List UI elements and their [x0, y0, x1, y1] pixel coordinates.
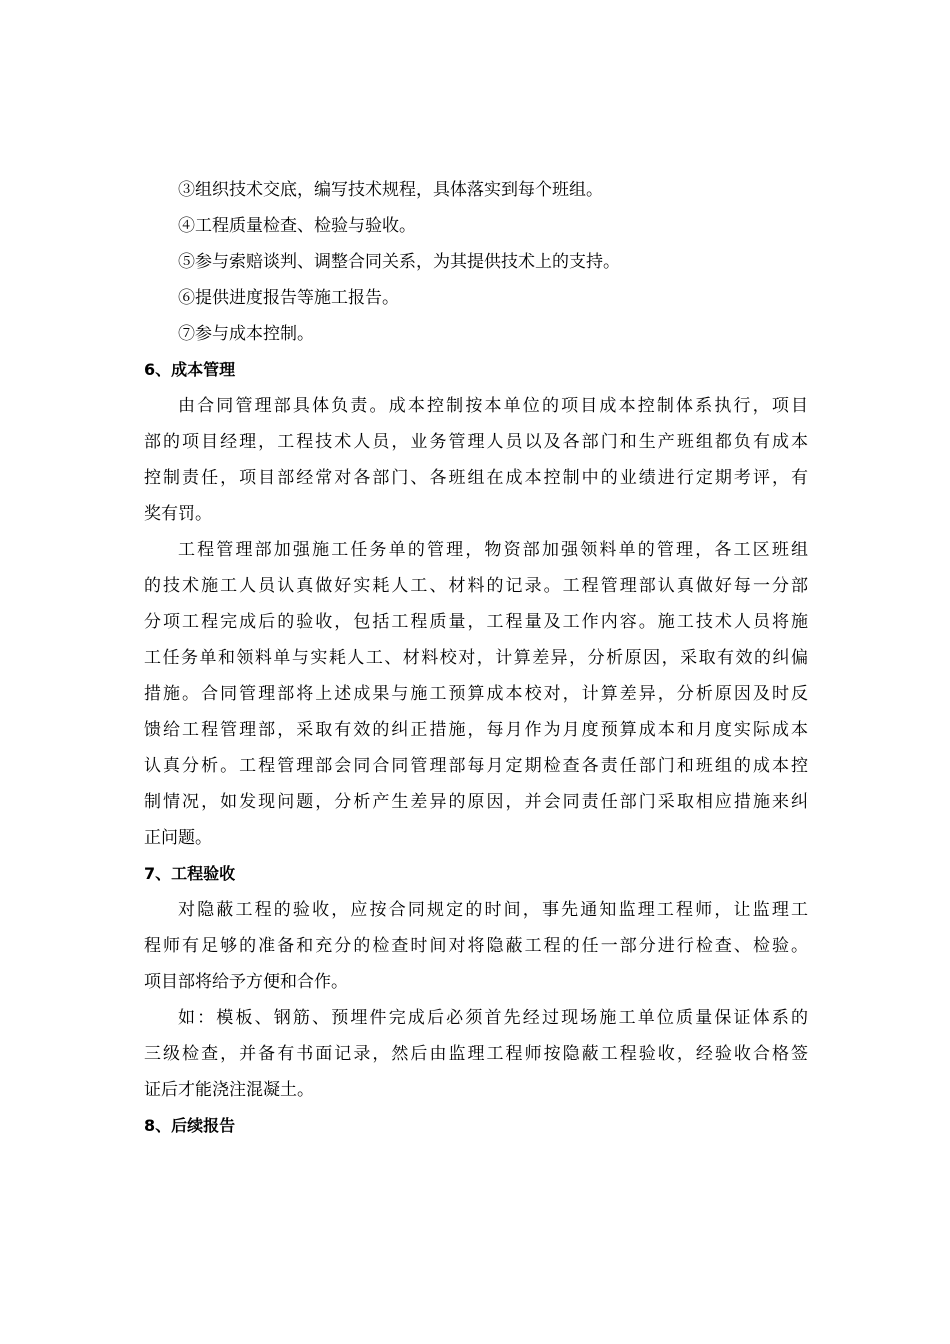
text-line: 的技术施工人员认真做好实耗人工、材料的记录。工程管理部认真做好每一分部	[144, 576, 808, 596]
text-line: 正问题。	[144, 828, 212, 848]
text-line: 控制责任，项目部经常对各部门、各班组在成本控制中的业绩进行定期考评，有	[144, 468, 808, 488]
section-heading-project-acceptance: 7、工程验收	[144, 864, 236, 883]
text-line: 认真分析。工程管理部会同合同管理部每月定期检查各责任部门和班组的成本控	[144, 756, 808, 776]
text-line: 部的项目经理，工程技术人员，业务管理人员以及各部门和生产班组都负有成本	[144, 432, 808, 452]
list-item: ④工程质量检查、检验与验收。	[178, 216, 416, 236]
paragraph	[144, 1000, 808, 1108]
text-line: 项目部将给予方便和合作。	[144, 972, 348, 992]
paragraph	[144, 892, 808, 1000]
text-line: 制情况，如发现问题，分析产生差异的原因，并会同责任部门采取相应措施来纠	[144, 792, 808, 812]
text-line: 措施。合同管理部将上述成果与施工预算成本校对，计算差异，分析原因及时反	[144, 684, 808, 704]
paragraph	[144, 388, 808, 532]
text-line: 由合同管理部具体负责。成本控制按本单位的项目成本控制体系执行，项目	[178, 396, 808, 416]
text-line: 三级检查，并备有书面记录，然后由监理工程师按隐蔽工程验收，经验收合格签	[144, 1044, 808, 1064]
list-item: ⑦参与成本控制。	[178, 324, 314, 344]
section-heading-follow-up-report: 8、后续报告	[144, 1116, 236, 1135]
text-line: 奖有罚。	[144, 504, 212, 524]
text-line: 程师有足够的准备和充分的检查时间对将隐蔽工程的任一部分进行检查、检验。	[144, 936, 808, 956]
text-line: 证后才能浇注混凝土。	[144, 1080, 314, 1100]
list-item: ⑥提供进度报告等施工报告。	[178, 288, 399, 308]
list-item: ③组织技术交底，编写技术规程，具体落实到每个班组。	[178, 180, 603, 200]
text-line: 工程管理部加强施工任务单的管理，物资部加强领料单的管理，各工区班组	[178, 540, 808, 560]
paragraph	[144, 532, 808, 856]
text-line: 如：模板、钢筋、预埋件完成后必须首先经过现场施工单位质量保证体系的	[178, 1008, 808, 1028]
text-line: 分项工程完成后的验收，包括工程质量，工程量及工作内容。施工技术人员将施	[144, 612, 808, 632]
text-line: 工任务单和领料单与实耗人工、材料校对，计算差异，分析原因，采取有效的纠偏	[144, 648, 808, 668]
list-item: ⑤参与索赔谈判、调整合同关系，为其提供技术上的支持。	[178, 252, 620, 272]
text-line: 馈给工程管理部，采取有效的纠正措施，每月作为月度预算成本和月度实际成本	[144, 720, 808, 740]
text-line: 对隐蔽工程的验收，应按合同规定的时间，事先通知监理工程师，让监理工	[178, 900, 808, 920]
section-heading-cost-management: 6、成本管理	[144, 360, 236, 379]
document-page	[144, 172, 808, 1144]
